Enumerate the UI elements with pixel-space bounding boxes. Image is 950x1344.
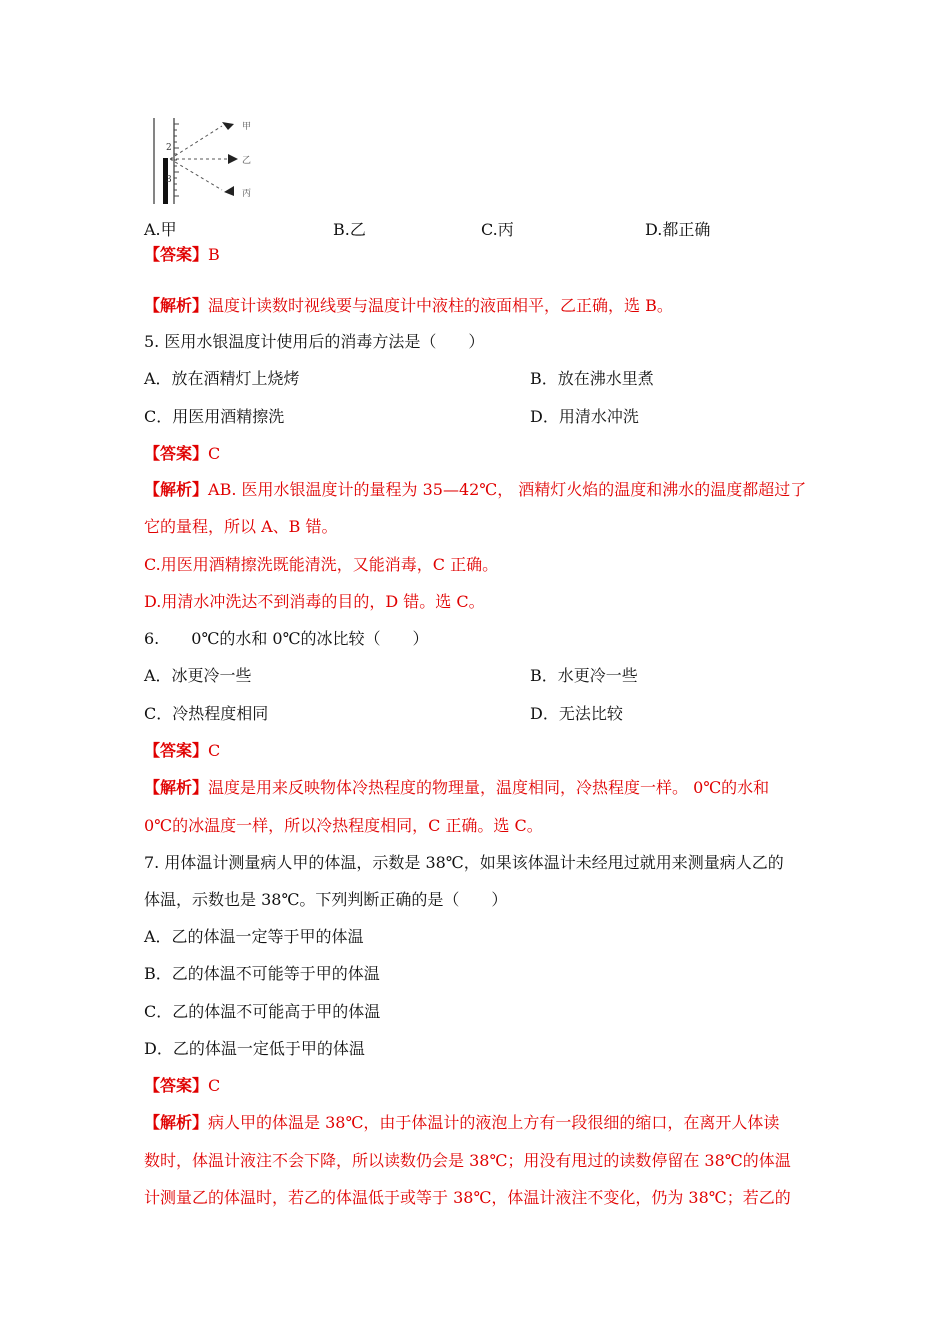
label-yi: 乙 (242, 156, 252, 166)
answer-value: C (208, 1076, 221, 1095)
q5-analysis-line-3: C.用医用酒精擦洗既能清洗，又能消毒，C 正确。 (144, 555, 499, 574)
q5-stem: 5. 医用水银温度计使用后的消毒方法是（ ） (144, 332, 485, 351)
q5-analysis-line-1 (144, 479, 806, 501)
analysis-text: 温度计读数时视线要与温度计中液柱的液面相平，乙正确，选 B。 (208, 296, 673, 315)
q6-option-d: D．无法比较 (530, 704, 623, 723)
q5-option-d: D．用清水冲洗 (530, 407, 639, 426)
answer-value: C (208, 444, 221, 463)
scale-ticks (174, 124, 179, 196)
thermometer-reading-figure (148, 116, 256, 210)
q5-option-c: C．用医用酒精擦洗 (144, 407, 285, 426)
q4-option-d: D.都正确 (645, 220, 711, 239)
q4-option-c: C.丙 (481, 220, 514, 239)
q7-answer (144, 1075, 220, 1097)
analysis-tag: 【解析】 (144, 480, 209, 499)
analysis-text: AB. 医用水银温度计的量程为 35—42℃， 酒精灯火焰的温度和沸水的温度都超过了 (208, 480, 807, 499)
tick-label-3: 3 (166, 175, 172, 185)
q7-option-d: D．乙的体温一定低于甲的体温 (144, 1039, 365, 1058)
tick-label-2: 2 (166, 143, 172, 153)
q6-answer (144, 740, 220, 762)
answer-tag: 【答案】 (144, 245, 209, 264)
analysis-tag: 【解析】 (144, 1113, 209, 1132)
answer-tag: 【答案】 (144, 1076, 209, 1095)
q6-stem: 6. 0℃的水和 0℃的冰比较（ ） (144, 629, 429, 648)
q5-option-b: B．放在沸水里煮 (530, 369, 654, 388)
q7-option-b: B．乙的体温不可能等于甲的体温 (144, 964, 380, 983)
q7-option-a: A．乙的体温一定等于甲的体温 (144, 927, 364, 946)
q5-option-a: A．放在酒精灯上烧烤 (144, 369, 300, 388)
q6-option-a: A．冰更冷一些 (144, 666, 252, 685)
q7-analysis-line-1 (144, 1112, 779, 1134)
q4-option-b: B.乙 (333, 220, 366, 239)
q5-analysis-line-2: 它的量程，所以 A、B 错。 (144, 517, 338, 536)
eye-yi-icon (228, 154, 238, 164)
analysis-text: 病人甲的体温是 38℃，由于体温计的液泡上方有一段很细的缩口，在离开人体读 (208, 1113, 780, 1132)
q7-stem-line-2: 体温，示数也是 38℃。下列判断正确的是（ ） (144, 890, 508, 909)
q4-option-a: A.甲 (144, 220, 177, 239)
q6-analysis-line-2: 0℃的冰温度一样，所以冷热程度相同，C 正确。选 C。 (144, 816, 543, 835)
answer-value: B (208, 245, 220, 264)
analysis-tag: 【解析】 (144, 778, 209, 797)
answer-tag: 【答案】 (144, 741, 209, 760)
eye-jia-icon (222, 122, 234, 130)
analysis-tag: 【解析】 (144, 296, 209, 315)
sight-lines (170, 126, 228, 190)
q6-option-c: C．冷热程度相同 (144, 704, 269, 723)
q7-stem-line-1: 7. 用体温计测量病人甲的体温，示数是 38℃，如果该体温计未经甩过就用来测量病人乙的 (144, 853, 784, 872)
label-jia: 甲 (242, 122, 252, 132)
q4-answer (144, 244, 220, 266)
q7-option-c: C．乙的体温不可能高于甲的体温 (144, 1002, 381, 1021)
answer-value: C (208, 741, 221, 760)
analysis-text: 温度是用来反映物体冷热程度的物理量，温度相同，冷热程度一样。 0℃的水和 (208, 778, 770, 797)
eye-bing-icon (224, 186, 234, 196)
q4-analysis (144, 295, 673, 317)
q5-answer (144, 443, 220, 465)
q5-analysis-line-4: D.用清水冲洗达不到消毒的目的，D 错。选 C。 (144, 592, 485, 611)
q6-option-b: B．水更冷一些 (530, 666, 638, 685)
answer-tag: 【答案】 (144, 444, 209, 463)
q7-analysis-line-3: 计测量乙的体温时，若乙的体温低于或等于 38℃，体温计液注不变化，仍为 38℃；若乙的 (144, 1188, 791, 1207)
q6-analysis-line-1 (144, 777, 769, 799)
q7-analysis-line-2: 数时，体温计液注不会下降，所以读数仍会是 38℃；用没有甩过的读数停留在 38℃的体温 (144, 1151, 791, 1170)
label-bing: 丙 (242, 189, 252, 199)
